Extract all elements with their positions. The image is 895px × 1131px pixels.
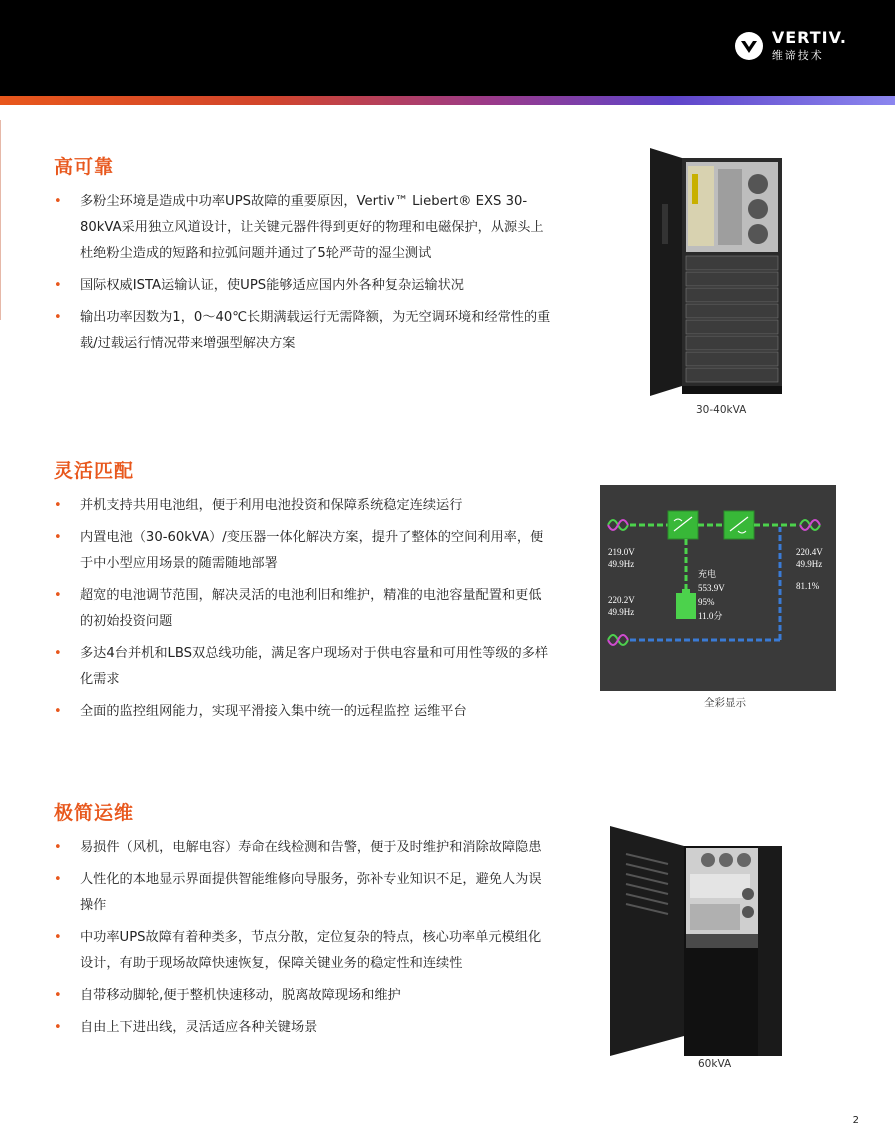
bullet-icon: • xyxy=(54,498,62,513)
bullet-icon: • xyxy=(54,872,62,887)
list-item xyxy=(54,699,554,725)
bullet-icon: • xyxy=(54,310,62,325)
output-voltage: 220.4V xyxy=(796,547,823,557)
list-item xyxy=(54,867,554,919)
bullet-icon: • xyxy=(54,988,62,1003)
list-item xyxy=(54,189,554,267)
list-item xyxy=(54,273,554,299)
page-number: 2 xyxy=(852,1115,859,1126)
vertiv-logo-icon xyxy=(734,31,764,61)
section-reliability xyxy=(54,152,554,363)
list-item xyxy=(54,493,554,519)
bullet-icon: • xyxy=(54,930,62,945)
battery-status: 充电 xyxy=(698,569,717,579)
input1-frequency: 49.9Hz xyxy=(608,559,635,569)
bullet-icon: • xyxy=(54,588,62,603)
figure-caption: 全彩显示 xyxy=(704,697,746,709)
list-item xyxy=(54,525,554,577)
output-frequency: 49.9Hz xyxy=(796,559,823,569)
bullet-list xyxy=(54,493,554,725)
battery-voltage: 553.9V xyxy=(698,583,725,593)
list-item xyxy=(54,305,554,357)
bullet-text: 输出功率因数为1，0～40℃长期满载运行无需降额，为无空调环境和经常性的重载/过载运行情况带来增强型解决方案 xyxy=(80,310,551,351)
bullet-icon: • xyxy=(54,194,62,209)
battery-percent: 95% xyxy=(698,597,715,607)
brand-name: VERTIV. xyxy=(771,28,847,47)
section-title: 极简运维 xyxy=(54,802,135,824)
bullet-text: 自带移动脚轮,便于整机快速移动，脱离故障现场和维护 xyxy=(80,988,401,1003)
bullet-text: 人性化的本地显示界面提供智能维修向导服务，弥补专业知识不足，避免人为误操作 xyxy=(80,872,542,913)
figure-caption: 60kVA xyxy=(698,1058,732,1070)
bullet-text: 多粉尘环境是造成中功率UPS故障的重要原因，Vertiv™ Liebert® EXS 30-80kVA采用独立风道设计，让关键元器件得到更好的物理和电磁保护，从源头上杜绝粉尘造成的短路和拉弧问题并通过了5轮严苛的湿尘测试 xyxy=(80,194,544,261)
bullet-text: 中功率UPS故障有着种类多，节点分散，定位复杂的特点，核心功率单元模组化设计，有助于现场故障快速恢复，保障关键业务的稳定性和连续性 xyxy=(80,930,542,971)
battery-time: 11.0分 xyxy=(698,611,723,621)
bullet-text: 内置电池（30-60kVA）/变压器一体化解决方案，提升了整体的空间利用率，便于中小型应用场景的随需随地部署 xyxy=(80,530,544,571)
input1-voltage: 219.0V xyxy=(608,547,635,557)
full-color-display-image xyxy=(600,485,836,691)
bullet-icon: • xyxy=(54,530,62,545)
input2-frequency: 49.9Hz xyxy=(608,607,635,617)
bullet-list xyxy=(54,189,554,357)
output-load: 81.1% xyxy=(796,581,820,591)
vertiv-logo xyxy=(734,30,847,61)
brand-name-cn: 维谛技术 xyxy=(771,49,824,62)
list-item xyxy=(54,983,554,1009)
left-margin-rule xyxy=(0,120,1,320)
bullet-text: 国际权威ISTA运输认证，使UPS能够适应国内外各种复杂运输状况 xyxy=(80,278,464,293)
section-flexible xyxy=(54,456,554,731)
bullet-icon: • xyxy=(54,1020,62,1035)
list-item xyxy=(54,1015,554,1041)
ups-cabinet-30-40kva-image xyxy=(648,144,786,399)
bullet-text: 自由上下进出线，灵活适应各种关键场景 xyxy=(80,1020,318,1035)
section-title: 高可靠 xyxy=(54,156,115,178)
bullet-text: 超宽的电池调节范围，解决灵活的电池利旧和维护，精准的电池容量配置和更低的初始投资问题 xyxy=(80,588,542,629)
list-item xyxy=(54,641,554,693)
bullet-icon: • xyxy=(54,840,62,855)
section-title: 灵活匹配 xyxy=(54,460,135,482)
bullet-text: 易损件（风机，电解电容）寿命在线检测和告警，便于及时维护和消除故障隐患 xyxy=(80,840,542,855)
list-item xyxy=(54,583,554,635)
bullet-icon: • xyxy=(54,646,62,661)
bullet-icon: • xyxy=(54,278,62,293)
section-easy-maintenance xyxy=(54,798,554,1047)
figure-caption: 30-40kVA xyxy=(696,404,747,416)
list-item xyxy=(54,925,554,977)
gradient-bar xyxy=(0,96,895,105)
bullet-icon: • xyxy=(54,704,62,719)
page-header xyxy=(0,0,895,96)
bullet-text: 全面的监控组网能力，实现平滑接入集中统一的远程监控 运维平台 xyxy=(80,704,467,719)
input2-voltage: 220.2V xyxy=(608,595,635,605)
bullet-text: 多达4台并机和LBS双总线功能，满足客户现场对于供电容量和可用性等级的多样化需求 xyxy=(80,646,549,687)
list-item xyxy=(54,835,554,861)
bullet-text: 并机支持共用电池组，便于利用电池投资和保障系统稳定连续运行 xyxy=(80,498,463,513)
ups-cabinet-60kva-image xyxy=(608,824,784,1058)
bullet-list xyxy=(54,835,554,1041)
